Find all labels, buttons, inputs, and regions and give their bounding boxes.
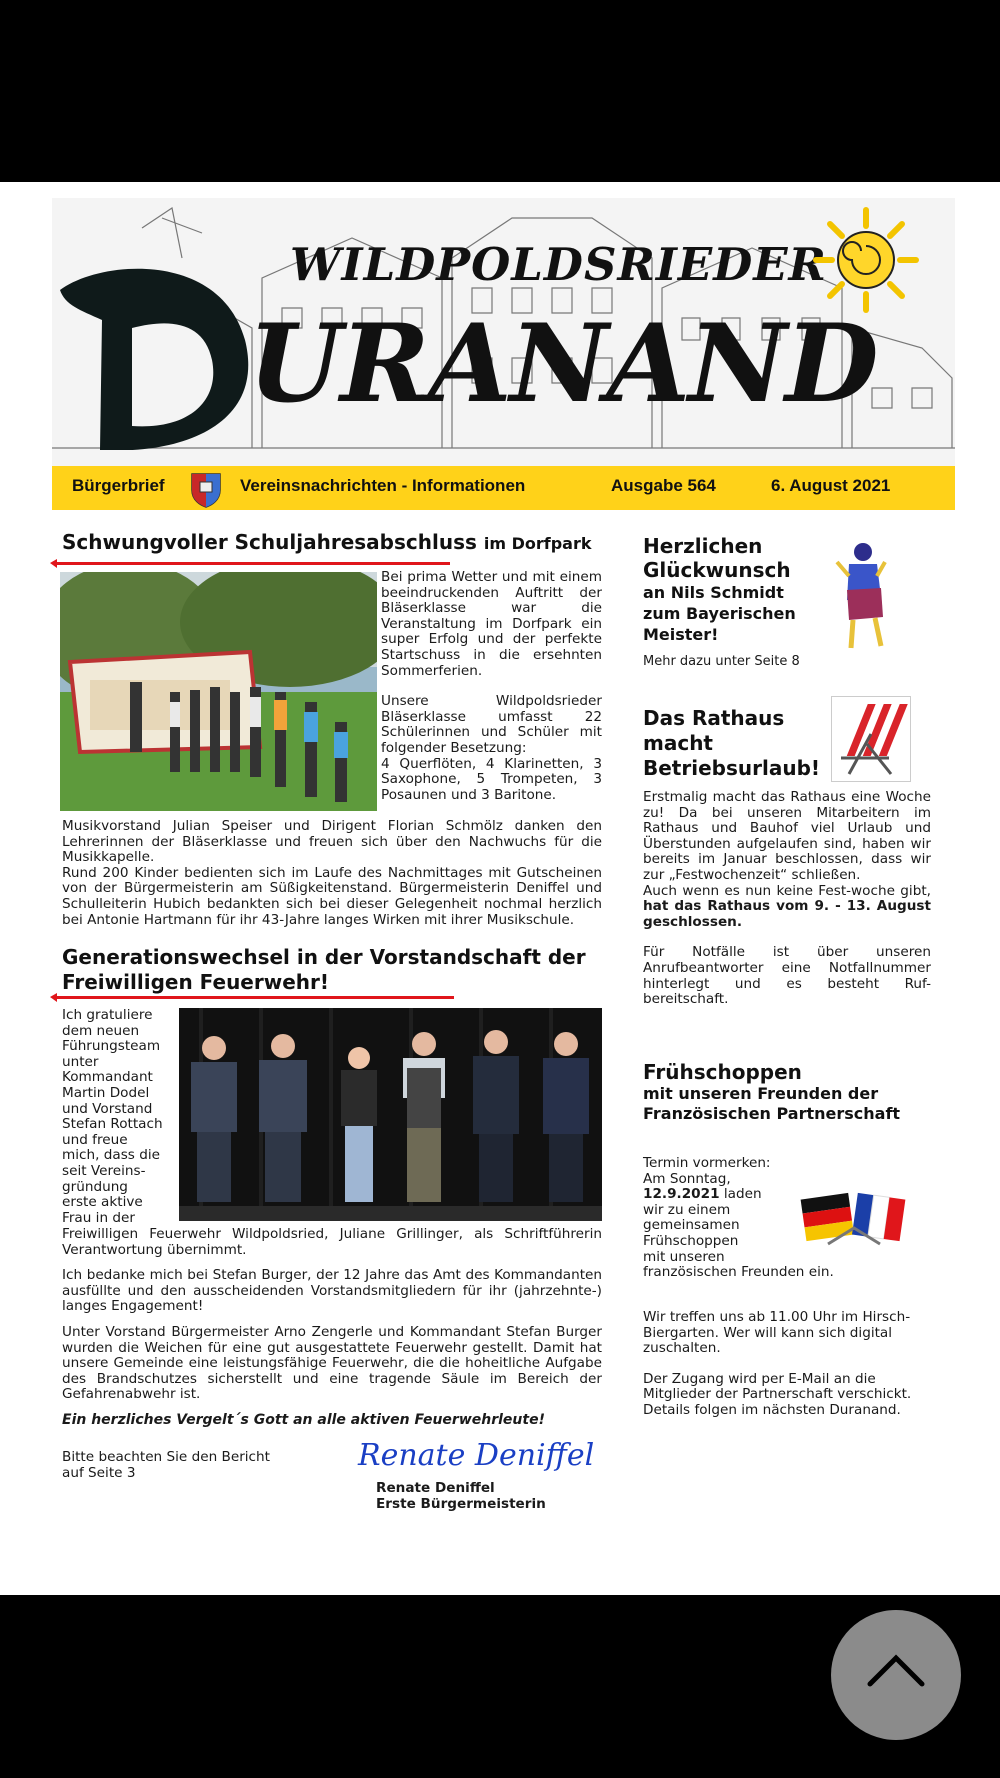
band-label-buergerbrief: Bürgerbrief [72,476,165,495]
deckchair-icon [831,696,911,782]
coat-of-arms-icon [186,468,226,508]
article2-title: Generationswechsel in der Vorstandschaft der Freiwilligen Feuerwehr! [62,945,586,994]
article1-body [62,819,602,928]
article5-body [643,1310,931,1419]
article2-note: Bitte beachten Sie den Bericht auf Seite 3 [62,1449,270,1481]
article1-para2: Unsere Wildpoldsrieder Bläserklasse umfasst 22 Schülerinnen und Schüler mit folgender Besetzung: [381,693,602,756]
article4-para2: Auch wenn es nun keine Fest-woche gibt, hat das Rathaus vom 9. - 13. August geschlossen. [643,882,931,930]
article1-instruments: 4 Querflöten, 4 Klarinetten, 3 Saxophone, 5 Trompeten, 3 Posaunen und 3 Baritone. [381,755,602,803]
article3-note: Mehr dazu unter Seite 8 [643,654,800,669]
article2-red-rule [56,996,454,999]
masthead-info-band [52,466,955,510]
article1-para1: Bei prima Wetter und mit einem beeindruckenden Auftritt der Bläserklasse war die Veranstaltung im Dorfpark ein super Erfolg und der perfekte Startschuss in die ersehnten Sommerferien. [381,569,602,679]
signature: Renate Deniffel [358,1438,595,1473]
article2-para3: Unter Vorstand Bürgermeister Arno Zengerle und Kommandant Stefan Burger wurden die Weichen für eine gut ausgestattete Feuerwehr gestellt. Damit hat unsere Gemeinde eine leistungsfähige Feuerwehr, die die hoheitliche Aufgabe des Brandschutzes sicherstellt und eine tragende Säule im Bereich der Gefahrenabwehr ist. [62,1323,602,1403]
masthead-title-main: URANAND [248,301,877,427]
article1-para4: Rund 200 Kinder bedienten sich im Laufe des Nachmittages mit Gutscheinen von der Bürgermeisterin am Süßigkeitenstand. Bürgermeisterin Deniffel und Schulleiterin Hubich bedankten sich bei dieser Gelegenheit nochmal herzlich bei Antonie Hartmann für ihr 43-Jahre langes Wirken mit ihrer Musikschule. [62,864,602,928]
article1-red-rule [56,562,450,565]
article1-title: Schwungvoller Schuljahresabschluss im Dorfpark [62,530,592,554]
sun-icon [812,206,920,314]
article5-para3: Der Zugang wird per E-Mail an die Mitglieder der Partnerschaft verschickt. Details folgen im nächsten Duranand. [643,1370,912,1418]
article2-para2: Ich bedanke mich bei Stefan Burger, der 12 Jahre das Amt des Kommandanten ausfüllte und den ausscheidenden Vorstandsmitgliedern für ihr (jahrzehnte-) langes Engagement! [62,1267,602,1315]
scroll-to-top-button[interactable] [831,1610,961,1740]
article4-body [643,790,931,1008]
signer-name: Renate Deniffel [376,1480,495,1496]
athlete-icon [827,542,897,652]
signer-title: Erste Bürgermeisterin [376,1496,546,1512]
chevron-up-icon [866,1650,926,1690]
band-label-date: 6. August 2021 [771,476,891,495]
photo-feuerwehr-team [179,1008,602,1221]
masthead-initial-d [40,250,260,450]
newsletter-page [0,182,1000,1595]
article2-wrap-text: Ich gratuliere dem neuen Führungsteam unter Kommandant Martin Dodel und Vorstand Stefan Rottach und freue mich, dass die seit Vereins- gründung erste aktive Frau in der [62,1007,163,1226]
article5-title: Frühschoppen [643,1060,802,1084]
band-label-vereinsnachrichten: Vereinsnachrichten - Informationen [240,476,526,495]
article3-subtitle: an Nils Schmidt zum Bayerischen [643,583,796,623]
article5-para2: Wir treffen uns ab 11.00 Uhr im Hirsch-Biergarten. Wer will kann sich digital zuschalten. [643,1309,911,1357]
article3-title: Herzlichen Glückwunsch [643,534,791,582]
photo-blaeserklasse [60,572,377,811]
article2-closing: Ein herzliches Vergelt´s Gott an alle aktiven Feuerwehrleute! [62,1411,545,1428]
flags-icon [798,1182,910,1262]
article2-body [62,1227,602,1429]
masthead [52,198,955,510]
article4-para1: Erstmalig macht das Rathaus eine Woche zu! Da bei unseren Mitarbeitern im Rathaus und Bauhof viel Urlaub und Überstunden aufgelaufen sind, haben wir bereits im Januar beschlossen, dass wir zur „Festwochenzeit“ schließen. [643,789,931,883]
article1-para3: Musikvorstand Julian Speiser und Dirigent Florian Schmölz danken den Lehrerinnen der Bläserklasse und freuen sich über den Nachwuchs für die Musikkapelle. [62,818,602,866]
article2-para1-rest: Freiwilligen Feuerwehr Wildpoldsried, Juliane Grillinger, als Schriftführerin Verantwortung übernimmt. [62,1226,602,1258]
article5-subtitle: mit unseren Freunden der Französischen Partnerschaft [643,1084,901,1123]
signer-block [376,1480,616,1512]
article3-subtitle-last: Meister! [643,625,719,644]
masthead-title-top: WILDPOLDSRIEDER [290,238,827,291]
band-label-issue: Ausgabe 564 [611,476,716,495]
article1-sidebar-text [381,570,602,803]
article4-title: Das Rathaus macht Betriebsurlaub! [643,706,821,780]
article4-para3: Für Notfälle ist über unseren Anrufbeantworter eine Notfallnummer hinterlegt und es besteht Ruf-bereitschaft. [643,944,931,1008]
article5-termin: Termin vormerken: Am Sonntag, 12.9.2021 laden wir zu einem gemeinsamen Frühschoppen mit unseren französischen Freunden ein. [643,1155,834,1281]
